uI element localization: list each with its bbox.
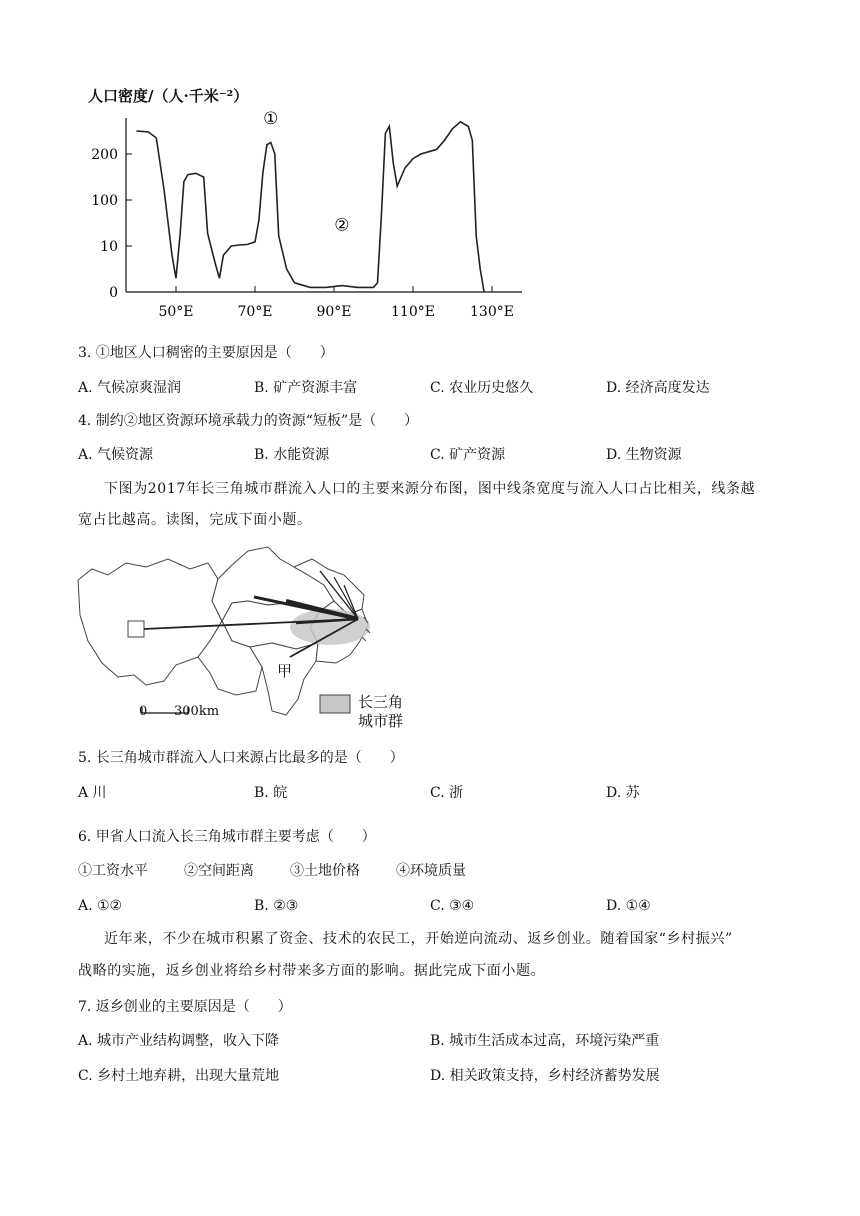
legend-label-line-1: 长三角 — [358, 693, 404, 711]
x-tick-label: 70°E — [237, 304, 273, 320]
q3-option-a[interactable]: A. 气候凉爽湿润 — [78, 380, 182, 396]
q6-stem: 6. 甲省人口流入长三角城市群主要考虑（ ） — [78, 829, 376, 845]
chart-ylabel: 人口密度/（人·千米⁻²） — [88, 87, 249, 105]
q6-option-c[interactable]: C. ③④ — [430, 898, 475, 914]
q4-option-d[interactable]: D. 生物资源 — [606, 447, 682, 463]
q4-option-b[interactable]: B. 水能资源 — [254, 447, 330, 463]
q7-option-a[interactable]: A. 城市产业结构调整，收入下降 — [78, 1033, 280, 1049]
q7-option-c[interactable]: C. 乡村土地弃耕，出现大量荒地 — [78, 1068, 280, 1084]
y-tick-label: 0 — [109, 285, 118, 301]
q6-item-1: ①工资水平 — [78, 863, 148, 879]
scale-label-distance: 300km — [174, 704, 220, 719]
y-tick-label: 10 — [100, 239, 118, 255]
intro-paragraph-1-line-1: 下图为2017年长三角城市群流入人口的主要来源分布图，图中线条宽度与流入人口占比相关，线条越 — [104, 481, 756, 497]
intro-paragraph-2-line-2: 战略的实施，返乡创业将给乡村带来多方面的影响。据此完成下面小题。 — [78, 963, 546, 979]
intro-paragraph-2-line-1: 近年来，不少在城市积累了资金、技术的农民工，开始逆向流动、返乡创业。随着国家“乡村振兴” — [104, 931, 733, 947]
q5-option-a[interactable]: A 川 — [78, 785, 107, 801]
q4-stem: 4. 制约②地区资源环境承载力的资源“短板”是（ ） — [78, 413, 419, 429]
density-series-line — [137, 122, 485, 292]
q4-option-a[interactable]: A. 气候资源 — [78, 447, 154, 463]
scale-label-zero: 0 — [139, 704, 148, 719]
q7-option-b[interactable]: B. 城市生活成本过高，环境污染严重 — [430, 1033, 660, 1049]
q5-option-b[interactable]: B. 皖 — [254, 785, 288, 801]
q3-option-d[interactable]: D. 经济高度发达 — [606, 380, 710, 396]
chart-annotation-2: ② — [334, 215, 350, 236]
q3-option-b[interactable]: B. 矿产资源丰富 — [254, 380, 358, 396]
legend-label-line-2: 城市群 — [358, 712, 404, 730]
x-tick-label: 50°E — [158, 304, 194, 320]
source-box-sichuan — [128, 621, 144, 637]
x-tick-label: 90°E — [316, 304, 352, 320]
q6-item-2: ②空间距离 — [184, 863, 254, 879]
province-outline-west — [78, 559, 222, 685]
q3-stem: 3. ①地区人口稠密的主要原因是（ ） — [78, 345, 334, 361]
x-tick-label: 110°E — [391, 304, 435, 320]
q4-option-c[interactable]: C. 矿产资源 — [430, 447, 506, 463]
q6-item-3: ③土地价格 — [290, 863, 360, 879]
q6-option-b[interactable]: B. ②③ — [254, 898, 299, 914]
q5-option-c[interactable]: C. 浙 — [430, 785, 464, 801]
chart-annotation-1: ① — [263, 109, 279, 130]
q7-option-d[interactable]: D. 相关政策支持，乡村经济蓄势发展 — [430, 1068, 660, 1084]
q3-option-c[interactable]: C. 农业历史悠久 — [430, 380, 534, 396]
yangtze-delta-migration-map — [72, 545, 432, 730]
q7-stem: 7. 返乡创业的主要原因是（ ） — [78, 999, 292, 1015]
x-tick-label: 130°E — [470, 304, 514, 320]
q6-option-d[interactable]: D. ①④ — [606, 898, 651, 914]
map-label-jia: 甲 — [277, 662, 293, 680]
legend-swatch — [320, 695, 350, 713]
intro-paragraph-1-line-2: 宽占比越高。读图，完成下面小题。 — [78, 512, 312, 528]
q6-option-a[interactable]: A. ①② — [78, 898, 123, 914]
y-tick-label: 100 — [91, 193, 118, 209]
population-density-chart — [70, 80, 550, 330]
q5-option-d[interactable]: D. 苏 — [606, 785, 640, 801]
q5-stem: 5. 长三角城市群流入人口来源占比最多的是（ ） — [78, 750, 404, 766]
q6-item-4: ④环境质量 — [396, 863, 466, 879]
y-tick-label: 200 — [91, 147, 118, 163]
